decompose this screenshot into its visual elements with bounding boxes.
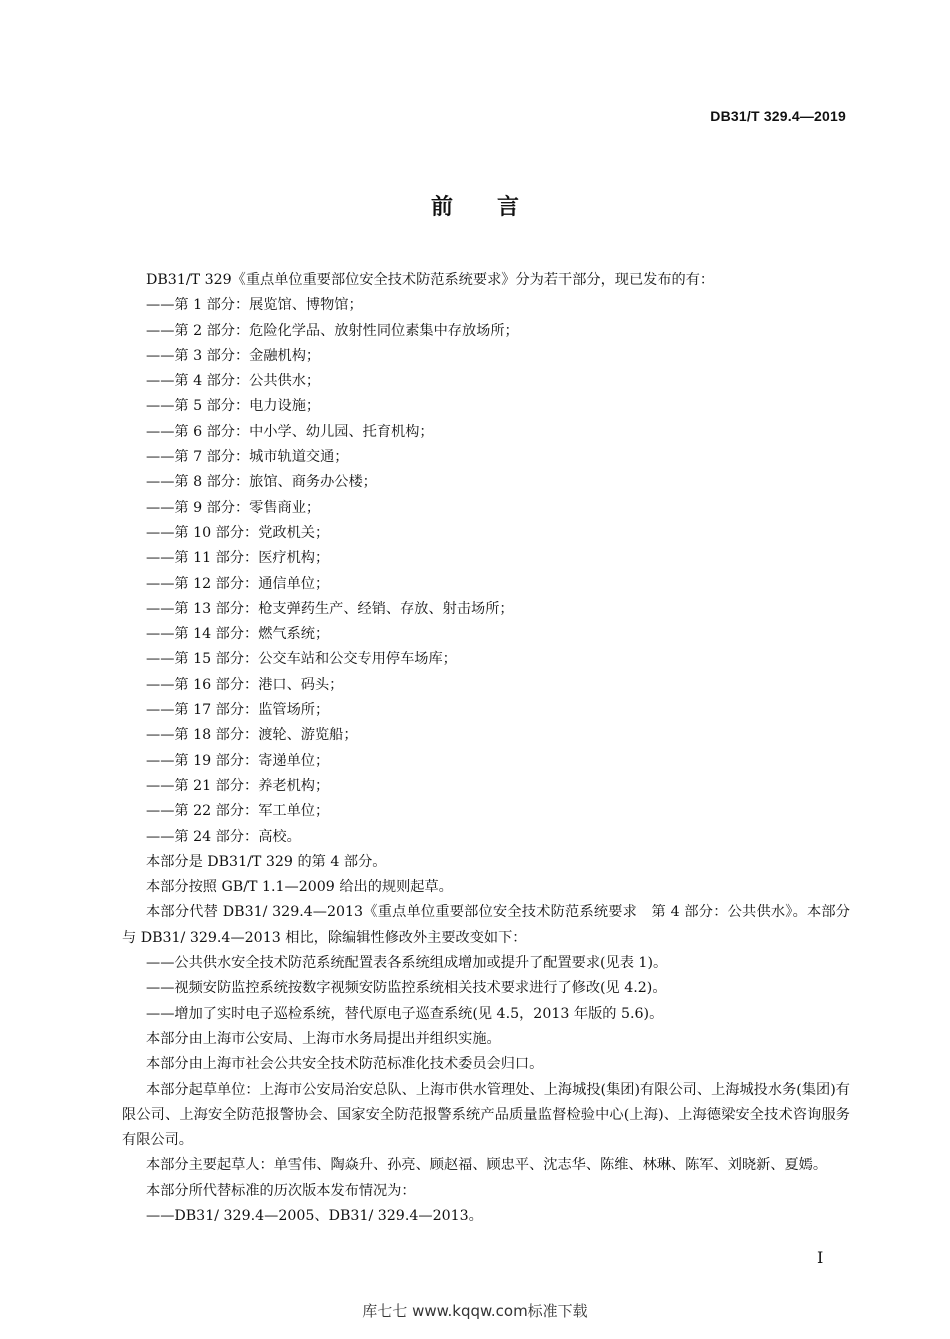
list-item: ——第 19 部分：寄递单位； (146, 752, 330, 769)
drafters-paragraph: 本部分主要起草人：单雪伟、陶焱升、孙亮、顾赵福、顾忠平、沈志华、陈维、林琳、陈军、刘晓新、夏嫣。 (146, 1157, 828, 1174)
list-item: ——第 8 部分：旅馆、商务办公楼； (146, 474, 377, 491)
list-item: ——第 6 部分：中小学、幼儿园、托育机构； (146, 423, 434, 440)
change-item: ——增加了实时电子巡检系统，替代原电子巡查系统(见 4.5，2013 年版的 5.6)。 (146, 1005, 664, 1022)
list-item: ——第 7 部分：城市轨道交通； (146, 449, 349, 466)
list-item: ——第 13 部分：枪支弹药生产、经销、存放、射击场所； (146, 600, 514, 617)
page-number: I (817, 1248, 824, 1267)
change-item: ——视频安防监控系统按数字视频安防监控系统相关技术要求进行了修改(见 4.2)。 (146, 980, 667, 997)
list-item: ——第 2 部分：危险化学品、放射性同位素集中存放场所； (146, 322, 519, 339)
document-body (122, 268, 850, 1229)
list-item: ——第 9 部分：零售商业； (146, 499, 321, 516)
drafting-units-paragraph: 本部分起草单位：上海市公安局治安总队、上海市供水管理处、上海城投(集团)有限公司、上海城投水务(集团)有限公司、上海安全防范报警协会、国家安全防范报警系统产品质量监督检验中心(上海)、上海德梁安全技术咨询服务有限公司。 (122, 1081, 850, 1149)
list-item: ——第 22 部分：军工单位； (146, 803, 330, 820)
history-list-item: ——DB31/ 329.4—2005、DB31/ 329.4—2013。 (146, 1207, 483, 1224)
watermark-text: 库七七 www.kqqw.com标准下载 (362, 1302, 588, 1320)
proposed-by-paragraph: 本部分由上海市公安局、上海市水务局提出并组织实施。 (146, 1030, 501, 1047)
list-item: ——第 4 部分：公共供水； (146, 373, 321, 390)
list-item: ——第 3 部分：金融机构； (146, 347, 321, 364)
history-intro-paragraph: 本部分所代替标准的历次版本发布情况为： (146, 1182, 416, 1199)
list-item: ——第 11 部分：医疗机构； (146, 550, 330, 567)
part-of-paragraph: 本部分是 DB31/T 329 的第 4 部分。 (146, 853, 387, 870)
replaces-paragraph: 本部分代替 DB31/ 329.4—2013《重点单位重要部位安全技术防范系统要求 第 4 部分：公共供水》。本部分与 DB31/ 329.4—2013 相比，除编辑性修改外主要改变如下： (122, 904, 850, 946)
list-item: ——第 14 部分：燃气系统； (146, 626, 330, 643)
list-item: ——第 1 部分：展览馆、博物馆； (146, 297, 363, 314)
document-code: DB31/T 329.4—2019 (710, 108, 846, 124)
list-item: ——第 24 部分：高校。 (146, 828, 301, 845)
managed-by-paragraph: 本部分由上海市社会公共安全技术防范标准化技术委员会归口。 (146, 1056, 544, 1073)
drafting-rules-paragraph: 本部分按照 GB/T 1.1—2009 给出的规则起草。 (146, 879, 453, 896)
list-item: ——第 21 部分：养老机构； (146, 777, 330, 794)
list-item: ——第 16 部分：港口、码头； (146, 676, 344, 693)
list-item: ——第 17 部分：监管场所； (146, 702, 330, 719)
list-item: ——第 15 部分：公交车站和公交专用停车场库； (146, 651, 457, 668)
list-item: ——第 18 部分：渡轮、游览船； (146, 727, 358, 744)
parts-list (122, 293, 850, 850)
list-item: ——第 12 部分：通信单位； (146, 575, 330, 592)
intro-paragraph: DB31/T 329《重点单位重要部位安全技术防范系统要求》分为若干部分，现已发布的有： (146, 272, 715, 288)
list-item: ——第 10 部分：党政机关； (146, 524, 330, 541)
list-item: ——第 5 部分：电力设施； (146, 398, 321, 415)
change-item: ——公共供水安全技术防范系统配置表各系统组成增加或提升了配置要求(见表 1)。 (146, 955, 668, 972)
page-title: 前言 (430, 195, 563, 220)
